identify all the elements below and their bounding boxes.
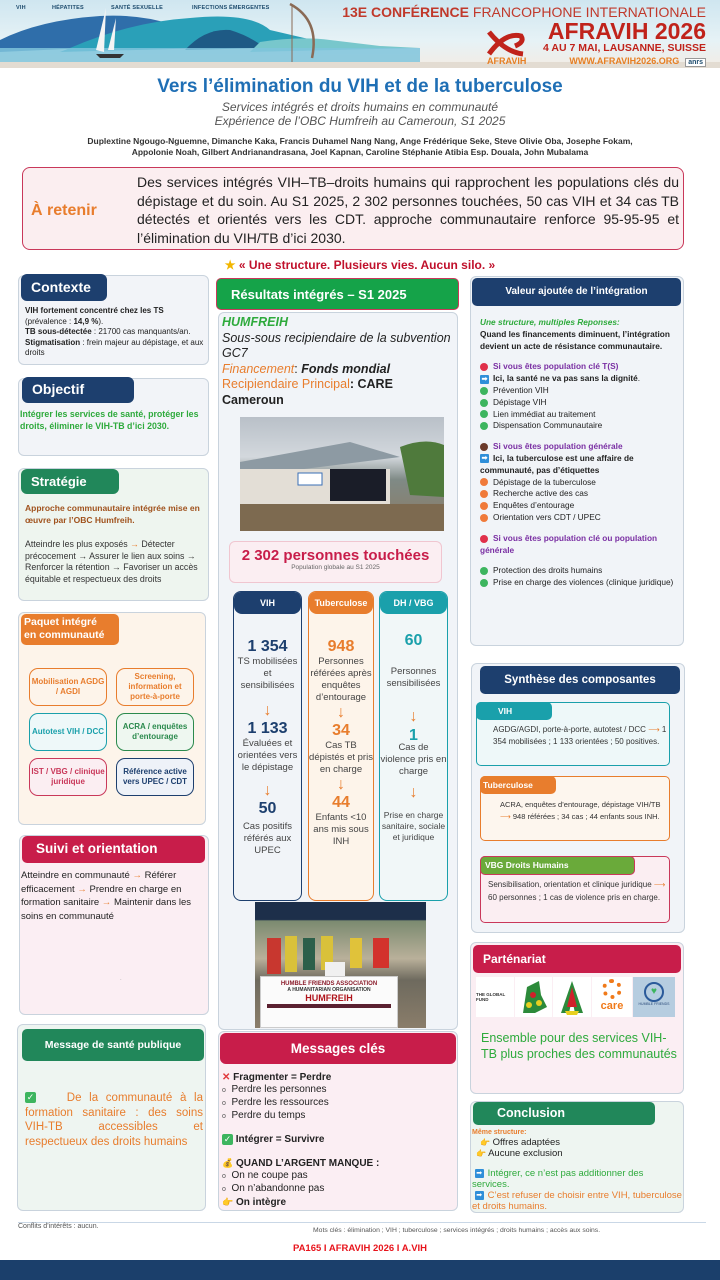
added-value-title: Valeur ajoutée de l’intégration [472,278,681,306]
dh-sensitised-label: Personnes sensibilisées [386,666,441,689]
orange-dot-icon [480,490,488,498]
context-text: VIH fortement concentré chez les TS (prévalence : 14,9 %). TB sous-détectée : 21700 cas manquants/an. Stigmatisation : frein majeur au dépistage, et aux droits [25,306,204,357]
money-item: o On ne coupe pas [222,1170,308,1182]
poster-subtitle: Services intégrés et droits humains en communauté [221,100,499,114]
package-title: Paquet intégré en communauté [21,614,119,645]
poster-title: Vers l’élimination du VIH et de la tuberculose [157,76,563,97]
orange-dot-icon [480,514,488,522]
group-all-population: Si vous êtes population clé ou population générale [480,532,658,555]
topic-vih: VIH [16,5,26,11]
summary-vih-text: AGDG/AGDI, porte-à-porte, autotest / DCC ⟶ 1 354 mobilisées ; 1 133 orientées ; 50 positives. [493,725,667,746]
arrow-right-icon: ➡ [476,1169,483,1177]
summary-tb-text: ACRA, enquêtes d’entourage, dépistage VIH/TB ⟶ 948 référées ; 34 cas ; 44 enfants sous INH. [500,800,661,821]
dh-violence-label: Cas de violence pris en charge [380,742,447,777]
strategy-title: Stratégie [21,469,119,494]
red-dot-icon [480,363,488,371]
objective-text: Intégrer les services de santé, protéger les droits, éliminer le VIH-TB d’ici 2030. [20,409,199,431]
tb-cases-value: 34 [332,722,350,739]
key-takeaway-text: Des services intégrés VIH–TB–droits humains qui rapprochent les populations clés du dépistage et du soin. Au S1 2025, 2 302 personnes touchées, 50 cas VIH et 34 cas TB détectés et orientés vers les CDT. approche communautaire renforce 95-95-95 et l’élimination du VIH/TB d’ici 2030. [137,174,679,246]
conclusion-title: Conclusion [473,1102,655,1125]
money-line: 💰 QUAND L’ARGENT MANQUE : [222,1158,380,1170]
vih-positive-value: 50 [258,800,277,817]
tb-children-label: Enfants <10 ans mis sous INH [313,812,369,847]
context-title: Contexte [21,274,107,301]
total-reached-card [229,541,442,583]
brown-dot-icon [480,443,488,451]
funding-line: Financement: Fonds mondial [222,361,391,376]
green-dot-icon [480,579,488,587]
stray-dot: . [120,976,122,982]
vih-mobilised-value: 1 354 [247,638,288,655]
key-takeaway-label: À retenir [31,202,97,219]
strategy-lead: Approche communautaire intégrée mise en œuvre par l’OBC Humfreih. [25,503,200,525]
headquarters-photo [240,417,444,531]
fragment-item: o Perdre du temps [222,1110,306,1121]
pointing-hand-icon: 👉 [476,1149,486,1158]
poster-reference: PA165 I AFRAVIH 2026 I A.VIH [292,1243,428,1254]
authors: Duplextine Ngougo-Nguemne, Dimanche Kaka, Francis Duhamel Nang Nang, Ange Frédérique Seke, Steve Olivie Oba, Josephe Fokam, Appolonie Noah, Gilbert Andrianandrasana, Joel Kapnan, Caroline Stéphanie Atibia Esp. Douala, John Mubalama [87,136,633,157]
conclusion-item: 👉 Aucune exclusion [476,1148,563,1159]
integrate-line: ✓ Intégrer = Survivre [223,1134,325,1146]
event-name: AFRAVIH 2026 [547,18,706,44]
summary-vih-title: VIH [476,702,552,720]
green-dot-icon [480,399,488,407]
total-reached-caption: Population globale au S1 2025 [291,564,380,571]
check-icon: ✓ [223,1134,232,1144]
arrow-down-icon: ↓ [409,784,418,801]
objective-title: Objectif [22,377,134,403]
conclusion-content [472,1129,682,1212]
group2-lead: ➡ Ici, la tuberculose est une affaire de communauté, pas d’étiquettes [480,452,634,475]
green-dot-icon [480,422,488,430]
topic-infections: INFECTIONS ÉMERGENTES [192,5,270,11]
conclusion-section [470,1101,684,1213]
group1-item: Prévention VIH [480,385,683,397]
group1-item: Lien immédiat au traitement [480,409,683,421]
results-column-tuberculose [308,591,374,901]
pointing-hand-icon: 👉 [480,1138,490,1147]
group2-item: Orientation vers CDT / UPEC [480,512,683,524]
arrow-down-icon: ↓ [337,776,345,793]
tb-referred-value: 948 [327,638,355,655]
group-key-population: Si vous êtes population clé T(S) [480,361,683,373]
conflicts-of-interest: Conflits d’intérêts : aucun. [18,1223,99,1230]
package-item-screening: Screening, information et porte-à-porte [116,668,194,706]
outreach-photo [255,902,426,1028]
poster-subtitle-context: Expérience de l’OBC Humfreih au Cameroun, S1 2025 [214,114,506,128]
arrow-right-icon: ➡ [481,455,488,463]
arrow-right-icon: ➡ [476,1191,483,1199]
group3-item: Protection des droits humains [480,565,683,577]
added-value-intro: Quand les financements diminuent, l’intégration devient un acte de résistance communautaire. [480,328,670,351]
package-item-autotest: Autotest VIH / DCC [29,713,107,751]
cross-icon: ✕ [222,1072,231,1083]
anrs-logo: anrs [685,58,706,67]
conference-banner [0,0,720,68]
summary-section [471,663,685,933]
objective-section [18,378,209,456]
results-title: Résultats intégrés – S1 2025 [216,278,459,310]
green-dot-icon [480,567,488,575]
summary-vbg-text: Sensibilisation, orientation et clinique juridique ⟶ 60 personnes ; 1 cas de violence pris en charge. [488,880,666,902]
money-bag-icon: 💰 [222,1158,234,1169]
strategy-section [18,468,209,601]
tb-children-value: 44 [332,794,350,811]
group-general-population: Si vous êtes population générale [480,441,683,453]
public-health-message-title: Message de santé publique [22,1029,204,1061]
added-value-section [470,276,684,646]
check-icon: ✓ [26,1092,35,1103]
org-role: Sous-sous recipiendaire de la subvention GC7 [222,330,451,360]
topic-sante-sexuelle: SANTÉ SEXUELLE [111,5,164,11]
keywords: Mots clés : élimination ; VIH ; tuberculose ; services intégrés ; droits humains ; accès aux soins. [313,1227,601,1234]
conclusion-item: 👉 Offres adaptées [480,1137,561,1148]
care-logo: care [592,977,632,1017]
principal-recipient-line: Recipiendaire Principal: CARE Cameroun [222,377,393,407]
summary-tb-card [480,776,670,841]
red-dot-icon [480,535,488,543]
column-header-tuberculose: Tuberculose [309,592,373,614]
fragment-line: ✕ Fragmenter = Perdre [222,1072,332,1083]
results-column-dh-vbg [379,591,448,901]
group2-item: Dépistage de la tuberculose [480,477,683,489]
arrow-right-icon: ➡ [481,375,488,383]
building-illustration [240,417,444,531]
green-dot-icon [480,410,488,418]
partnership-section [470,942,684,1094]
vih-positive-label: Cas positifs référés aux UPEC [242,821,293,856]
summary-title: Synthèse des composantes [480,666,680,694]
partnership-title: Parténariat [473,945,681,973]
dh-violence-value: 1 [409,727,418,744]
fragment-item: o Perdre les personnes [222,1084,327,1095]
results-column-vih [233,591,302,901]
group3-item: Prise en charge des violences (clinique juridique) [480,577,683,589]
partnership-text: Ensemble pour des services VIH-TB plus proches des communautés [481,1031,677,1061]
footer-band [0,1260,720,1280]
global-fund-logo: THE GLOBAL FUND [476,977,514,1017]
green-dot-icon [480,387,488,395]
added-value-content [480,317,683,589]
arrow-down-icon: ↓ [263,782,272,799]
follow-up-section [19,835,209,1015]
group1-item: Dépistage VIH [480,397,683,409]
event-website[interactable]: WWW.AFRAVIH2026.ORG anrs [342,56,706,67]
arrow-down-icon: ↓ [263,702,272,719]
public-health-message-text: ✓ De la communauté à la formation sanitaire : des soins VIH-TB accessibles et respectueux des droits humains [25,1092,203,1148]
group2-item: Recherche active des cas [480,488,683,500]
footer-divider [18,1222,706,1223]
group1-lead: ➡ Ici, la santé ne va pas sans la dignité. [481,373,641,384]
conference-edition: 13E CONFÉRENCE FRANCOPHONE INTERNATIONALE [342,4,706,20]
final-line: 👉 On intègre [222,1197,287,1209]
follow-up-steps: Atteindre en communauté → Référer efficacement → Prendre en charge en formation sanitaire → Maintenir dans les soins en communauté [21,870,192,922]
total-reached-value: 2 302 personnes touchées [241,547,430,564]
vih-oriented-label: Évaluées et orientées vers le dépistage [237,738,298,773]
conclusion-point-1: ➡ Intégrer, ce n’est pas additionner des services. [472,1168,644,1190]
package-item-acra: ACRA / enquêtes d’entourage [116,713,194,751]
summary-vih-card [476,702,670,766]
conclusion-lead: Même structure: [472,1129,527,1136]
key-takeaway-box [22,167,684,250]
group1-item: Dispensation Communautaire [480,420,683,432]
dh-sensitised-value: 60 [404,632,423,649]
orange-dot-icon [480,478,488,486]
star-icon: ★ [224,258,236,272]
humble-friends-logo: ♥ HUMBLE FRIENDS [633,977,675,1017]
strategy-steps: Atteindre les plus exposés → Détecter précocement → Assurer le lien aux soins → Renforcer la rétention → Favoriser un accès équitable et respectueux des droits [25,539,198,584]
group2-item: Enquêtes d’entourage [480,500,683,512]
arrow-down-icon: ↓ [337,704,345,721]
conclusion-point-2: ➡ C’est refuser de choisir entre VIH, tuberculose et droits humains. [472,1190,682,1212]
tb-cases-label: Cas TB dépistés et pris en charge [309,740,373,775]
cameroon-logo [515,977,552,1017]
public-health-message-section [17,1024,206,1211]
results-org-info [222,315,454,408]
vih-oriented-value: 1 133 [247,720,288,737]
summary-vbg-title: VBG Droits Humains [480,856,635,875]
vih-mobilised-label: TS mobilisées et sensibilisées [237,656,298,691]
package-item-ist-vbg: IST / VBG / clinique juridique [29,758,107,796]
event-dates: 4 AU 7 MAI, LAUSANNE, SUISSE [543,42,706,54]
key-messages-list [222,1072,454,1209]
follow-up-title: Suivi et orientation [22,836,205,863]
conference-info [342,4,706,67]
package-item-reference: Référence active vers UPEC / CDT [116,758,194,796]
org-name: HUMFREIH [222,315,288,329]
column-header-dh-vbg: DH / VBG [380,592,447,614]
key-messages-title: Messages clés [220,1033,456,1064]
summary-vbg-card [480,856,670,923]
added-value-intro-green: Une structure, multiples Reponses: [480,317,620,327]
dh-care-label: Prise en charge sanitaire, sociale et juridique [381,810,446,842]
summary-tb-title: Tuberculose [480,776,556,794]
arrow-down-icon: ↓ [409,708,418,725]
slogan: ★ « Une structure. Plusieurs vies. Aucun silo. » [224,258,496,272]
afravih-logo: AFRAVIH [485,28,527,66]
orange-dot-icon [480,502,488,510]
tb-referred-label: Personnes référées après enquêtes d’entourage [310,656,372,703]
fragment-item: o Perdre les ressources [222,1097,329,1108]
context-section [18,275,209,365]
pointing-hand-icon: 👉 [222,1197,234,1208]
association-banner: HUMBLE FRIENDS ASSOCIATION A HUMANITARIAN ORGANISATION HUMFREIH [260,976,398,1028]
column-header-vih: VIH [234,592,301,614]
package-item-mobilisation: Mobilisation AGDG / AGDI [29,668,107,706]
key-messages-section [218,1031,458,1211]
partner-logos [476,977,676,1017]
money-item: o On n’abandonne pas [222,1183,325,1195]
cnls-logo [553,977,591,1017]
package-section [18,612,206,825]
topic-hepatites: HÉPATITES [52,5,84,11]
results-section [218,312,458,1030]
